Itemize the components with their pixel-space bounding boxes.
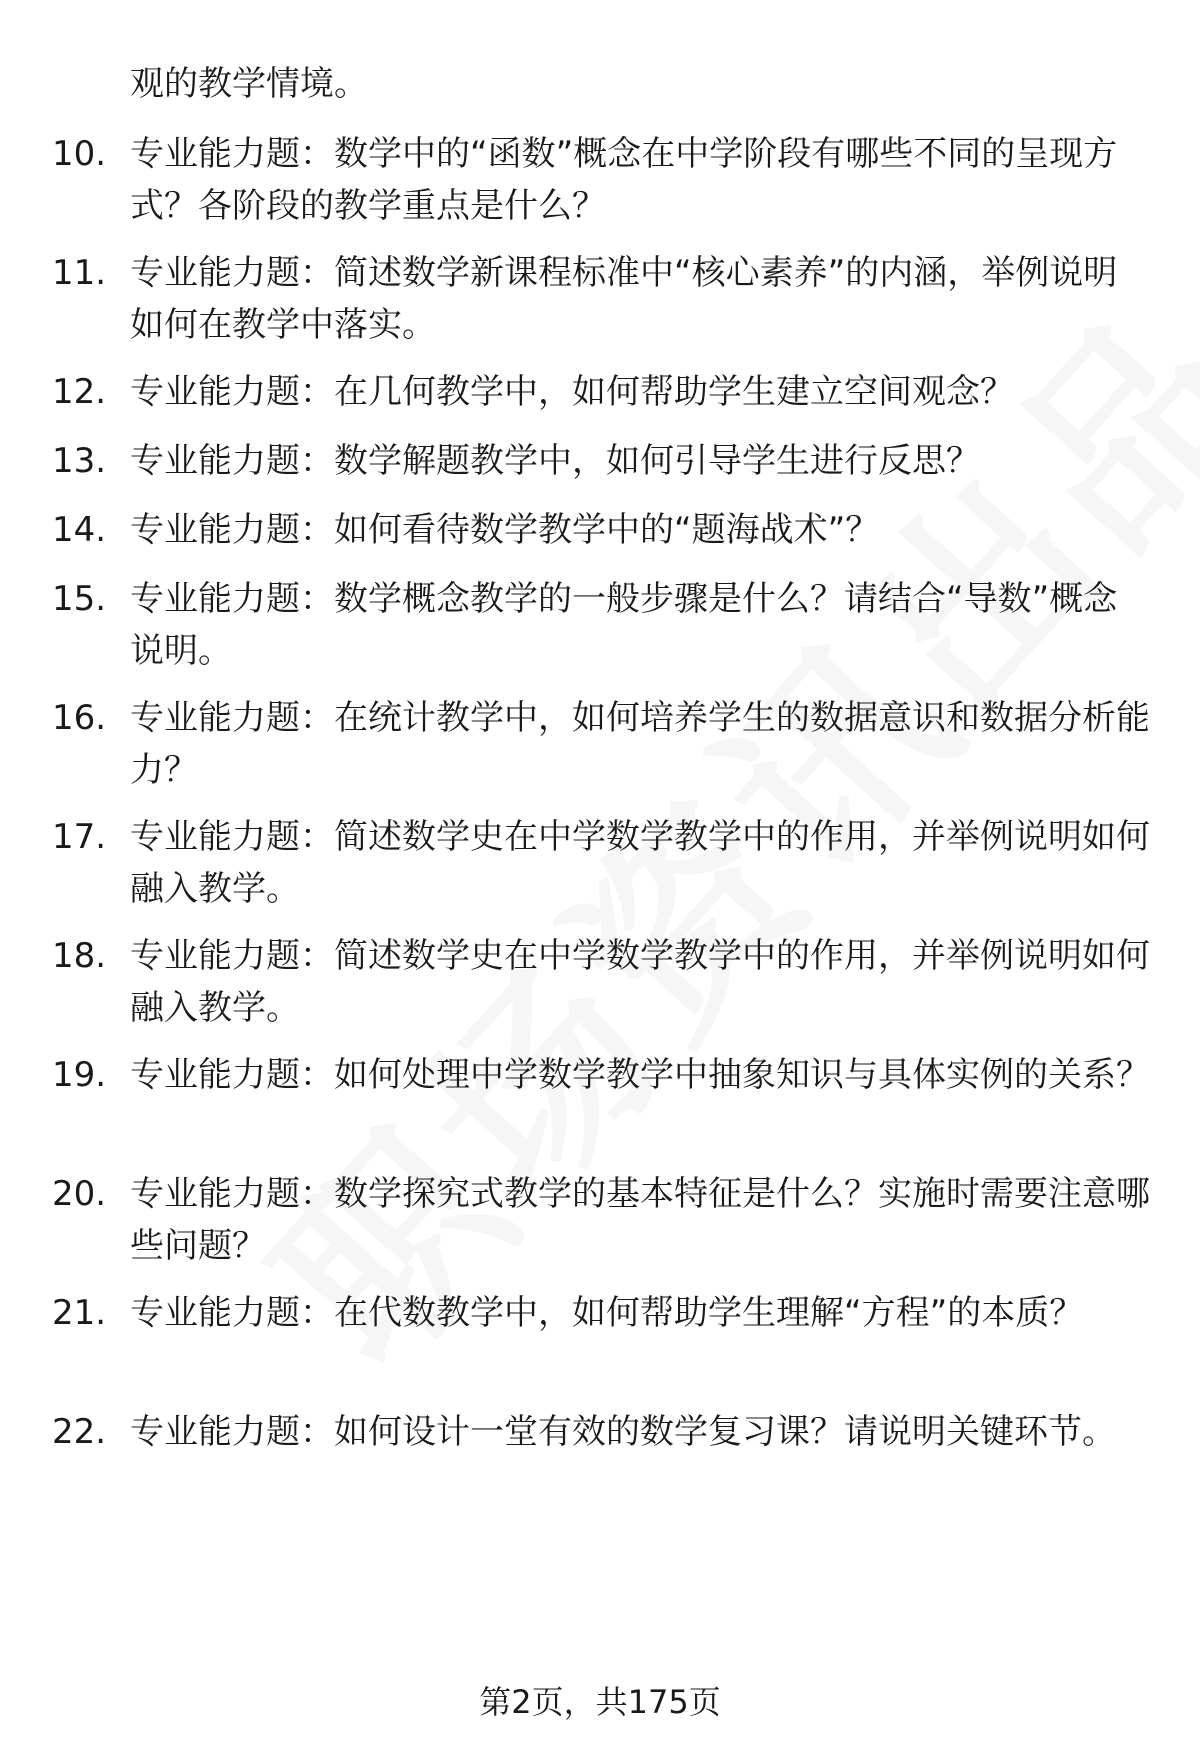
item-text: 专业能力题：如何处理中学数学教学中抽象知识与具体实例的关系？ xyxy=(130,1055,1150,1095)
item-number: 15. xyxy=(52,579,107,619)
page-number-footer: 第2页，共175页 xyxy=(479,1683,721,1721)
item-number: 10. xyxy=(52,134,107,174)
item-text: 专业能力题：数学探究式教学的基本特征是什么？实施时需要注意哪些问题？ xyxy=(130,1174,1150,1266)
item-text: 专业能力题：简述数学新课程标准中“核心素养”的内涵，举例说明如何在教学中落实。 xyxy=(130,253,1118,345)
item-text: 专业能力题：数学中的“函数”概念在中学阶段有哪些不同的呈现方式？各阶段的教学重点是什么？ xyxy=(130,134,1118,226)
item-text: 专业能力题：简述数学史在中学数学教学中的作用，并举例说明如何融入教学。 xyxy=(130,936,1150,1028)
item-number: 21. xyxy=(52,1293,107,1333)
item-text: 专业能力题：在几何教学中，如何帮助学生建立空间观念？ xyxy=(130,372,1014,412)
item-number: 18. xyxy=(52,936,107,976)
item-number: 16. xyxy=(52,698,107,738)
item-number: 19. xyxy=(52,1055,107,1095)
item-text: 专业能力题：在代数教学中，如何帮助学生理解“方程”的本质？ xyxy=(130,1293,1084,1333)
item-number: 13. xyxy=(52,441,107,481)
item-number: 22. xyxy=(52,1412,107,1452)
continuation-text: 观的教学情境。 xyxy=(130,64,368,104)
item-number: 14. xyxy=(52,510,107,550)
item-text: 专业能力题：数学概念教学的一般步骤是什么？请结合“导数”概念说明。 xyxy=(130,579,1118,671)
item-number: 17. xyxy=(52,817,107,857)
item-text: 专业能力题：数学解题教学中，如何引导学生进行反思？ xyxy=(130,441,980,481)
item-text: 专业能力题：简述数学史在中学数学教学中的作用，并举例说明如何融入教学。 xyxy=(130,817,1150,909)
item-number: 20. xyxy=(52,1174,107,1214)
item-text: 专业能力题：在统计教学中，如何培养学生的数据意识和数据分析能力？ xyxy=(130,698,1150,790)
item-text: 专业能力题：如何设计一堂有效的数学复习课？请说明关键环节。 xyxy=(130,1412,1116,1452)
item-number: 12. xyxy=(52,372,107,412)
item-number: 11. xyxy=(52,253,107,293)
item-text: 专业能力题：如何看待数学教学中的“题海战术”？ xyxy=(130,510,880,550)
